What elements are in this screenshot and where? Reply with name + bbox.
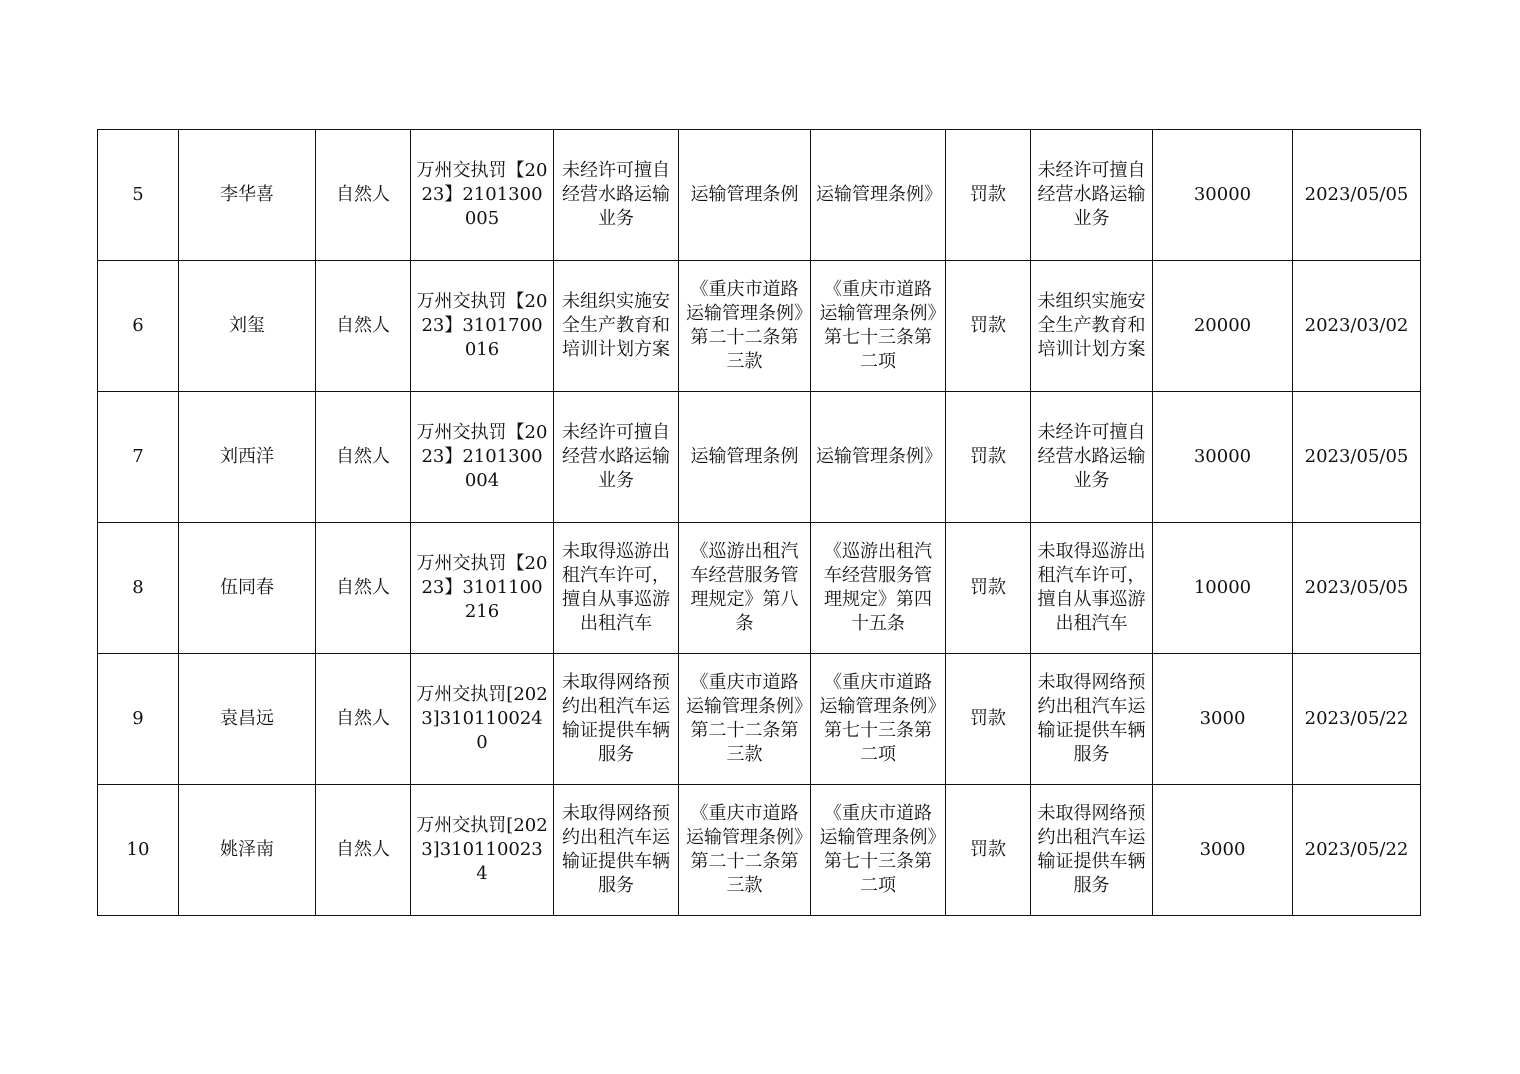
decision-number: 万州交执罚【2023】3101700016: [411, 261, 554, 392]
decision-date: 2023/05/22: [1293, 654, 1421, 785]
fine-amount: 20000: [1153, 261, 1293, 392]
fine-amount: 3000: [1153, 654, 1293, 785]
violation: 未组织实施安全生产教育和培训计划方案: [554, 261, 679, 392]
fine-amount: 30000: [1153, 392, 1293, 523]
violation: 未经许可擅自经营水路运输业务: [554, 392, 679, 523]
fine-amount: 30000: [1153, 130, 1293, 261]
penalty-content: 未取得网络预约出租汽车运输证提供车辆服务: [1031, 654, 1153, 785]
penalty-provision: 《重庆市道路运输管理条例》第七十三条第二项: [811, 785, 946, 916]
table-row: [98, 130, 1421, 261]
penalty-type: 罚款: [946, 785, 1031, 916]
person-name: 刘玺: [179, 261, 316, 392]
violated-provision-text: 运输管理条例: [690, 184, 799, 205]
penalty-content: 未经许可擅自经营水路运输业务: [1031, 130, 1153, 261]
violation: 未取得网络预约出租汽车运输证提供车辆服务: [554, 785, 679, 916]
penalty-type: 罚款: [946, 654, 1031, 785]
row-number: 7: [98, 392, 179, 523]
decision-date: 2023/03/02: [1293, 261, 1421, 392]
decision-number: 万州交执罚[2023]3101100234: [411, 785, 554, 916]
violated-provision: 《重庆市道路运输管理条例》第二十二条第三款: [679, 261, 811, 392]
party-type: 自然人: [316, 785, 411, 916]
fine-amount: 3000: [1153, 785, 1293, 916]
violated-provision: [679, 130, 811, 261]
party-type: 自然人: [316, 261, 411, 392]
table-row: [98, 654, 1421, 785]
party-type: 自然人: [316, 130, 411, 261]
row-number: 9: [98, 654, 179, 785]
decision-date: 2023/05/22: [1293, 785, 1421, 916]
penalty-content: 未取得网络预约出租汽车运输证提供车辆服务: [1031, 785, 1153, 916]
penalty-provision: 《巡游出租汽车经营服务管理规定》第四十五条: [811, 523, 946, 654]
penalty-type: 罚款: [946, 261, 1031, 392]
party-type: 自然人: [316, 523, 411, 654]
decision-number: 万州交执罚【2023】2101300005: [411, 130, 554, 261]
penalty-provision: [811, 130, 946, 261]
person-name: 袁昌远: [179, 654, 316, 785]
person-name: 姚泽南: [179, 785, 316, 916]
party-type: 自然人: [316, 654, 411, 785]
penalty-provision: 《重庆市道路运输管理条例》第七十三条第二项: [811, 654, 946, 785]
decision-number: 万州交执罚【2023】3101100216: [411, 523, 554, 654]
decision-number: 万州交执罚【2023】2101300004: [411, 392, 554, 523]
penalty-content: 未组织实施安全生产教育和培训计划方案: [1031, 261, 1153, 392]
row-number: 10: [98, 785, 179, 916]
violated-provision: 《重庆市道路运输管理条例》第二十二条第三款: [679, 785, 811, 916]
penalty-provision: 《重庆市道路运输管理条例》第七十三条第二项: [811, 261, 946, 392]
person-name: 李华喜: [179, 130, 316, 261]
person-name: 刘西洋: [179, 392, 316, 523]
penalty-type: 罚款: [946, 392, 1031, 523]
violated-provision: [679, 392, 811, 523]
penalty-content: 未经许可擅自经营水路运输业务: [1031, 392, 1153, 523]
penalty-provision-text: 运输管理条例》: [816, 446, 942, 467]
violated-provision-text: 运输管理条例: [690, 446, 799, 467]
penalty-content: 未取得巡游出租汽车许可，擅自从事巡游出租汽车: [1031, 523, 1153, 654]
party-type: 自然人: [316, 392, 411, 523]
decision-date: 2023/05/05: [1293, 392, 1421, 523]
row-number: 6: [98, 261, 179, 392]
penalty-type: 罚款: [946, 130, 1031, 261]
fine-amount: 10000: [1153, 523, 1293, 654]
violation: 未经许可擅自经营水路运输业务: [554, 130, 679, 261]
decision-number: 万州交执罚[2023]3101100240: [411, 654, 554, 785]
row-number: 8: [98, 523, 179, 654]
table-row: [98, 785, 1421, 916]
violation: 未取得巡游出租汽车许可，擅自从事巡游出租汽车: [554, 523, 679, 654]
penalty-provision-text: 运输管理条例》: [816, 184, 942, 205]
table-row: [98, 261, 1421, 392]
person-name: 伍同春: [179, 523, 316, 654]
violation: 未取得网络预约出租汽车运输证提供车辆服务: [554, 654, 679, 785]
violated-provision: 《重庆市道路运输管理条例》第二十二条第三款: [679, 654, 811, 785]
table-row: [98, 523, 1421, 654]
table-row: [98, 392, 1421, 523]
decision-date: 2023/05/05: [1293, 523, 1421, 654]
row-number: 5: [98, 130, 179, 261]
decision-date: 2023/05/05: [1293, 130, 1421, 261]
penalty-table: [97, 129, 1421, 916]
violated-provision: 《巡游出租汽车经营服务管理规定》第八条: [679, 523, 811, 654]
penalty-type: 罚款: [946, 523, 1031, 654]
penalty-provision: [811, 392, 946, 523]
